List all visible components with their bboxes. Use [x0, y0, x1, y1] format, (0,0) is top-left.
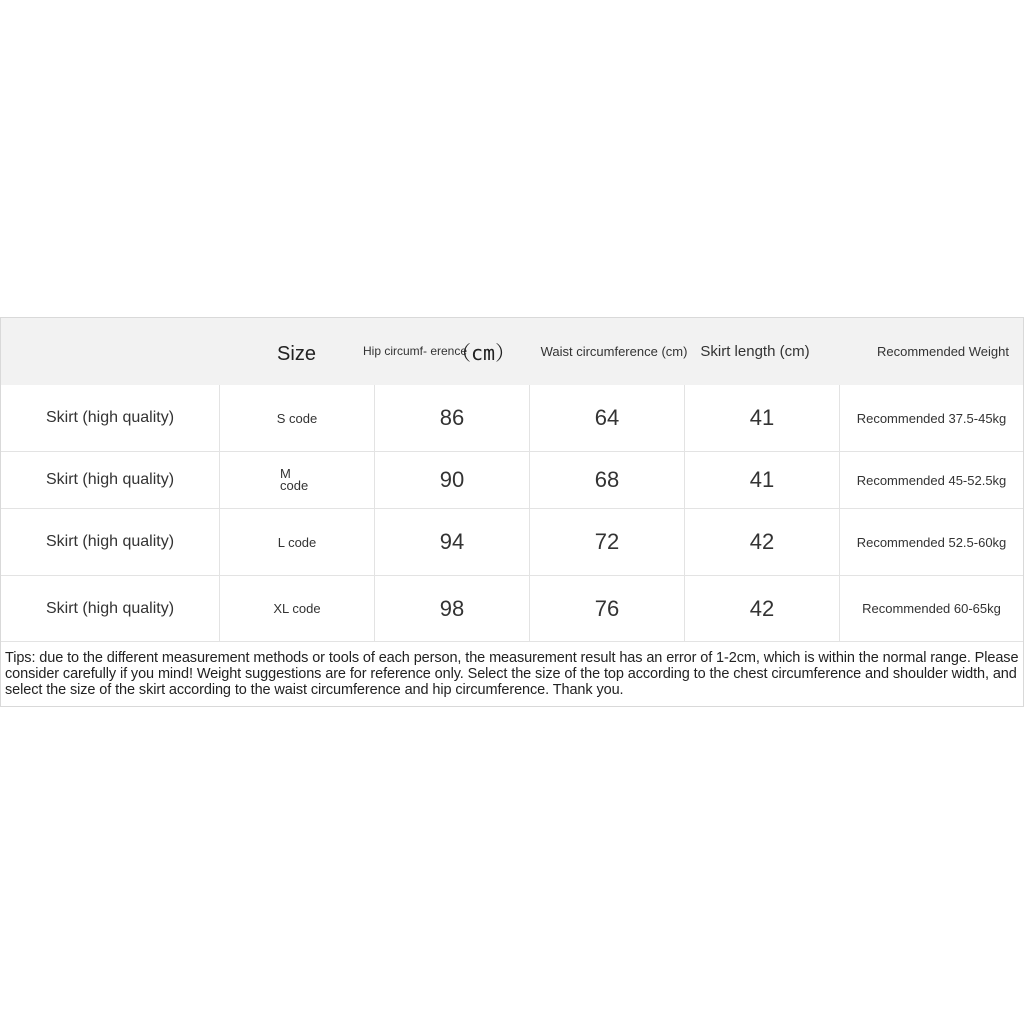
row-weight: Recommended 37.5-45kg [839, 385, 1023, 451]
header-size: Size [277, 343, 316, 365]
header-hip [363, 318, 533, 385]
row-size: L code [219, 509, 374, 575]
row-size: XL code [219, 576, 374, 641]
table-header [1, 318, 1023, 385]
header-hip-label: Hip circumf- erence [363, 344, 468, 358]
row-size [219, 452, 374, 508]
row-weight: Recommended 45-52.5kg [839, 452, 1023, 508]
header-recommended-weight: Recommended Weight [877, 344, 1009, 359]
row-skirt-length: 42 [684, 576, 839, 641]
row-size-label: M code [280, 466, 309, 493]
table-row [1, 576, 1023, 642]
row-hip: 94 [374, 509, 529, 575]
row-product-name: Skirt (high quality) [45, 409, 175, 426]
row-waist: 72 [529, 509, 684, 575]
row-skirt-length: 41 [684, 452, 839, 508]
row-weight: Recommended 60-65kg [839, 576, 1023, 641]
row-waist: 76 [529, 576, 684, 641]
header-waist: Waist circumference (cm) [540, 344, 688, 359]
row-skirt-length: 42 [684, 509, 839, 575]
table-row [1, 452, 1023, 509]
row-product-name: Skirt (high quality) [45, 471, 175, 488]
tips-note: Tips: due to the different measurement methods or tools of each person, the measurement result has an error of 1-2cm, which is within the normal range. Please consider carefully if you mind! Weight suggestions are for reference only. Select the size of the top according to the chest circumference and shoulder width, and select the size of the skirt according to the waist circumference and hip circumference. Thank you. [5, 650, 1019, 698]
row-weight: Recommended 52.5-60kg [839, 509, 1023, 575]
row-size: S code [219, 385, 374, 451]
row-product-name: Skirt (high quality) [45, 533, 175, 550]
size-chart-table [0, 317, 1024, 707]
row-product-name: Skirt (high quality) [45, 599, 175, 617]
row-waist: 64 [529, 385, 684, 451]
row-hip: 98 [374, 576, 529, 641]
row-waist: 68 [529, 452, 684, 508]
row-hip: 86 [374, 385, 529, 451]
header-skirt-length: Skirt length (cm) [700, 343, 810, 360]
table-row [1, 509, 1023, 576]
table-row [1, 385, 1023, 452]
row-hip: 90 [374, 452, 529, 508]
header-hip-unit: （cm） [451, 341, 516, 365]
row-skirt-length: 41 [684, 385, 839, 451]
